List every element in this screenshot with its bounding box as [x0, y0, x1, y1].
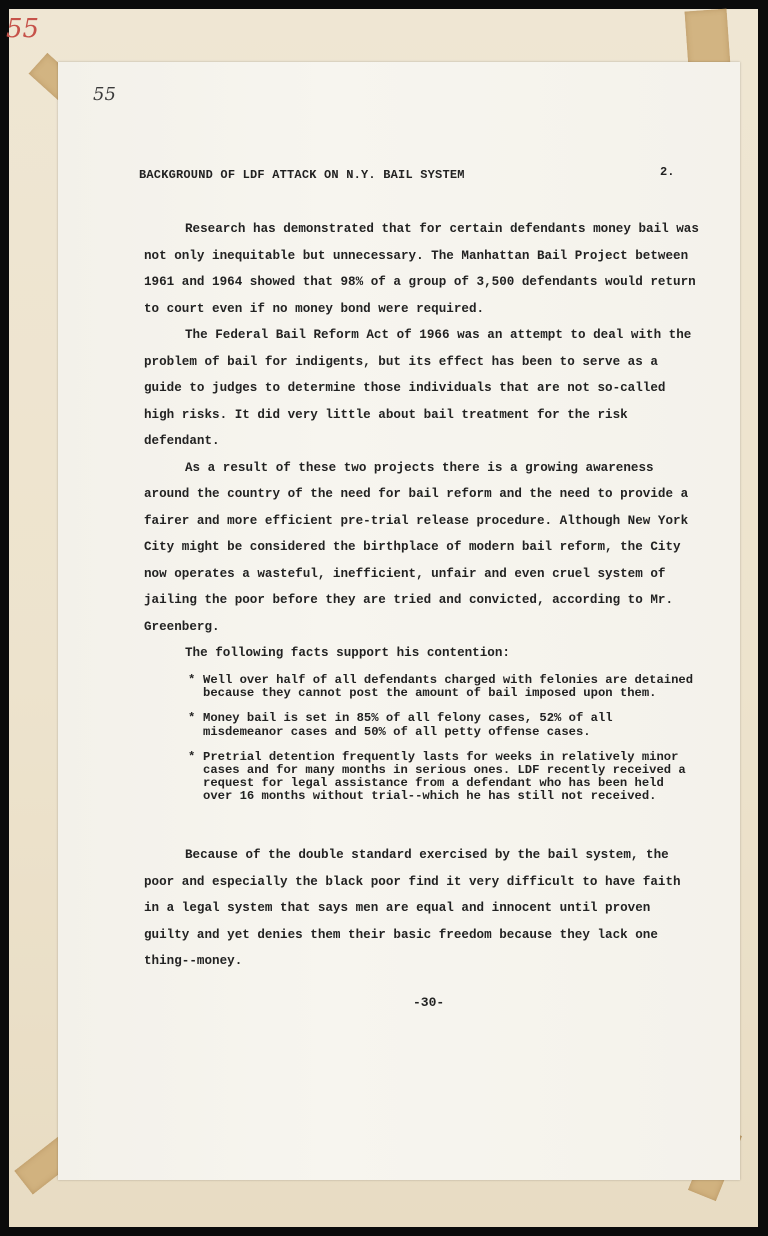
body-paragraphs: [144, 216, 700, 667]
closing-section: [144, 842, 700, 975]
list-item-text: Pretrial detention frequently lasts for weeks in relatively minor cases and for many months in serious ones. LDF recently received a request for legal assistance from a defendant who has been held over 16 months without trial--which he has still not received.: [203, 749, 686, 804]
paragraph-awareness: As a result of these two projects there is a growing awareness around the country of the need for bail reform and the need to provide a fairer and more efficient pre-trial release procedure. Although New York City might be considered the birthplace of modern bail reform, the City now operates a wasteful, inefficient, unfair and even cruel system of jailing the poor before they are tried and convicted, according to Mr. Greenberg.: [144, 460, 689, 634]
handwritten-page-number-red: 55: [6, 14, 40, 44]
page-footer-number: -30-: [413, 995, 445, 1010]
fact-list: [188, 674, 700, 816]
list-item-text: Money bail is set in 85% of all felony cases, 52% of all misdemeanor cases and 50% of all petty offense cases.: [203, 711, 613, 739]
bullet-marker: *: [188, 711, 196, 726]
handwritten-page-number: 55: [93, 84, 116, 105]
paragraph-research: Research has demonstrated that for certain defendants money bail was not only inequitable but unnecessary. The Manhattan Bail Project between 1961 and 1964 showed that 98% of a group of 3,500 defendants would return to court even if no money bond were required.: [144, 222, 699, 316]
list-item: [188, 712, 700, 738]
section-page-number: 2.: [660, 165, 675, 179]
bullet-marker: *: [188, 749, 196, 764]
list-item: [188, 751, 700, 804]
list-item: [188, 674, 700, 700]
paragraph-federal-act: The Federal Bail Reform Act of 1966 was an attempt to deal with the problem of bail for indigents, but its effect has been to serve as a guide to judges to determine those individuals that are not so-called high risks. It did very little about bail treatment for the risk defendant.: [144, 328, 692, 448]
list-item-text: Well over half of all defendants charged with felonies are detained because they cannot post the amount of bail imposed upon them.: [203, 673, 694, 701]
paragraph-facts-intro: The following facts support his contention:: [185, 646, 510, 660]
bullet-marker: *: [188, 673, 196, 687]
section-heading: BACKGROUND OF LDF ATTACK ON N.Y. BAIL SYSTEM: [139, 168, 465, 182]
paragraph-closing: Because of the double standard exercised by the bail system, the poor and especially the black poor find it very difficult to have faith in a legal system that says men are equal and innocent until proven guilty and yet denies them their basic freedom because they lack one thing--money.: [144, 848, 681, 968]
